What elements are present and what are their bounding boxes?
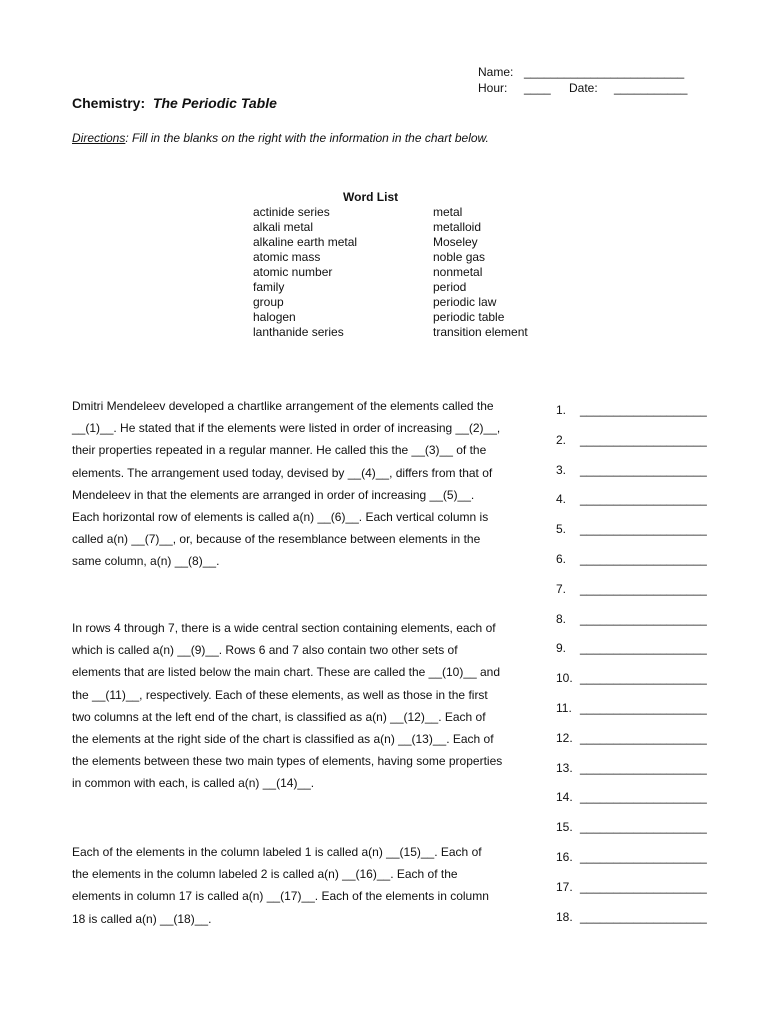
answer-row[interactable] [556,731,707,745]
word-list-item: period [433,280,467,294]
answer-blank[interactable]: ___________________ [580,879,707,894]
answer-row[interactable] [556,582,707,596]
answer-row[interactable] [556,492,707,506]
directions [72,131,489,145]
answer-number: 4. [556,492,567,507]
word-list-title: Word List [343,190,399,204]
answer-blank[interactable]: ___________________ [580,671,707,686]
answer-row[interactable] [556,820,707,834]
answer-blank[interactable]: ___________________ [580,611,707,626]
date-blank: ___________ [614,81,688,95]
hour-blank: ____ [524,81,551,95]
paragraph-line: elements in column 17 is called a(n) __(17)__. Each of the elements in column [72,889,489,904]
directions-text: : Fill in the blanks on the right with the information in the chart below. [125,131,489,145]
paragraph-line: 18 is called a(n) __(18)__. [72,911,212,926]
page-title [72,95,277,111]
word-list-item: metal [433,205,463,219]
paragraph-line: the __(11)__, respectively. Each of these elements, as well as those in the first [72,687,488,702]
directions-lead: Directions [72,131,126,145]
paragraph-line: Each horizontal row of elements is called a(n) __(6)__. Each vertical column is [72,510,489,525]
answer-blank[interactable]: ___________________ [580,403,707,417]
answer-row[interactable] [556,403,707,417]
paragraph-line: same column, a(n) __(8)__. [72,554,220,569]
answer-number: 17. [556,879,573,894]
answer-blank[interactable]: ___________________ [580,581,707,596]
paragraph-line: their properties repeated in a regular manner. He called this the __(3)__ of the [72,443,487,458]
answer-number: 7. [556,581,567,596]
answer-blank[interactable]: ___________________ [580,790,707,805]
answer-row[interactable] [556,880,707,894]
answer-blank[interactable]: ___________________ [580,462,707,477]
word-list-item: lanthanide series [253,325,344,339]
answer-blank[interactable]: ___________________ [580,760,707,775]
paragraph-line: in common with each, is called a(n) __(14)__. [72,776,315,791]
answer-number: 15. [556,820,573,835]
answer-number: 16. [556,850,573,864]
answer-blank[interactable]: ___________________ [580,909,707,924]
answer-blank[interactable]: ___________________ [580,492,707,507]
paragraph-line: __(1)__. He stated that if the elements were listed in order of increasing __(2)__, [72,421,501,436]
answer-row[interactable] [556,910,707,924]
answer-blank[interactable]: ___________________ [580,701,707,715]
paragraph-3 [72,841,532,930]
answer-blank[interactable]: ___________________ [580,820,707,835]
word-list-item: family [253,280,285,294]
word-list-item: actinide series [253,205,330,219]
name-label: Name: [478,65,514,79]
word-list-item: atomic number [253,265,333,279]
answer-row[interactable] [556,641,707,655]
answer-number: 14. [556,790,573,805]
word-list-item: noble gas [433,250,486,264]
answer-row[interactable] [556,612,707,626]
answer-row[interactable] [556,671,707,685]
answer-number: 13. [556,760,573,775]
hour-label: Hour: [478,81,508,95]
answer-blank[interactable]: ___________________ [580,552,707,566]
answer-row[interactable] [556,701,707,715]
answer-row[interactable] [556,463,707,477]
word-list-item: periodic table [433,310,505,324]
answer-row[interactable] [556,761,707,775]
word-list-item: Moseley [433,235,478,249]
paragraph-line: the elements between these two main types of elements, having some properties [72,754,503,769]
word-list-item: alkali metal [253,220,314,234]
answer-row[interactable] [556,433,707,447]
word-list-item: atomic mass [253,250,321,264]
paragraph-line: called a(n) __(7)__, or, because of the resemblance between elements in the [72,532,481,547]
paragraph-line: the elements at the right side of the chart is classified as a(n) __(13)__. Each of [72,732,494,747]
date-label: Date: [569,81,598,95]
word-list-item: alkaline earth metal [253,235,358,249]
word-list-left-column [253,205,357,340]
paragraph-2 [72,617,532,795]
paragraph-line: elements that are listed below the main chart. These are called the __(10)__ and [72,665,501,680]
title-subject: Chemistry: [72,95,146,111]
paragraph-line: Mendeleev in that the elements are arranged in order of increasing __(5)__. [72,487,475,502]
paragraph-line: which is called a(n) __(9)__. Rows 6 and 7 also contain two other sets of [72,643,458,658]
answer-number: 18. [556,909,573,924]
answer-blank[interactable]: ___________________ [580,850,707,864]
answer-number: 6. [556,552,567,566]
answer-number: 5. [556,522,567,537]
answer-blank[interactable]: ___________________ [580,432,707,447]
answer-number: 11. [556,701,572,715]
name-blank: ________________________ [524,65,685,79]
answer-row[interactable] [556,850,707,864]
answer-row[interactable] [556,790,707,804]
paragraph-line: two columns at the left end of the chart, is classified as a(n) __(12)__. Each of [72,709,486,724]
paragraph-line: Each of the elements in the column labeled 1 is called a(n) __(15)__. Each of [72,845,482,859]
word-list-item: metalloid [433,220,482,234]
title-topic: The Periodic Table [152,95,277,111]
answer-row[interactable] [556,552,707,566]
paragraph-line: the elements in the column labeled 2 is called a(n) __(16)__. Each of the [72,867,458,882]
word-list-item: periodic law [433,295,497,309]
answer-number: 2. [556,432,567,447]
word-list-item: group [253,295,284,309]
answer-number: 10. [556,671,573,686]
word-list-right-column [433,205,528,340]
word-list-item: transition element [433,325,528,339]
answer-list [556,403,736,943]
answer-number: 8. [556,611,567,626]
paragraph-line: In rows 4 through 7, there is a wide central section containing elements, each of [72,621,496,635]
answer-blank[interactable]: ___________________ [580,730,707,745]
answer-number: 3. [556,462,567,477]
answer-number: 9. [556,641,567,656]
word-list-item: nonmetal [433,265,483,279]
paragraph-line: Dmitri Mendeleev developed a chartlike arrangement of the elements called the [72,399,494,413]
paragraph-1 [72,395,532,573]
answer-blank[interactable]: ___________________ [580,641,707,656]
word-list-item: halogen [253,310,296,324]
paragraph-line: elements. The arrangement used today, devised by __(4)__, differs from that of [72,465,493,480]
answer-row[interactable] [556,522,707,536]
answer-number: 12. [556,730,573,745]
answer-blank[interactable]: ___________________ [580,522,707,537]
answer-number: 1. [556,403,567,417]
